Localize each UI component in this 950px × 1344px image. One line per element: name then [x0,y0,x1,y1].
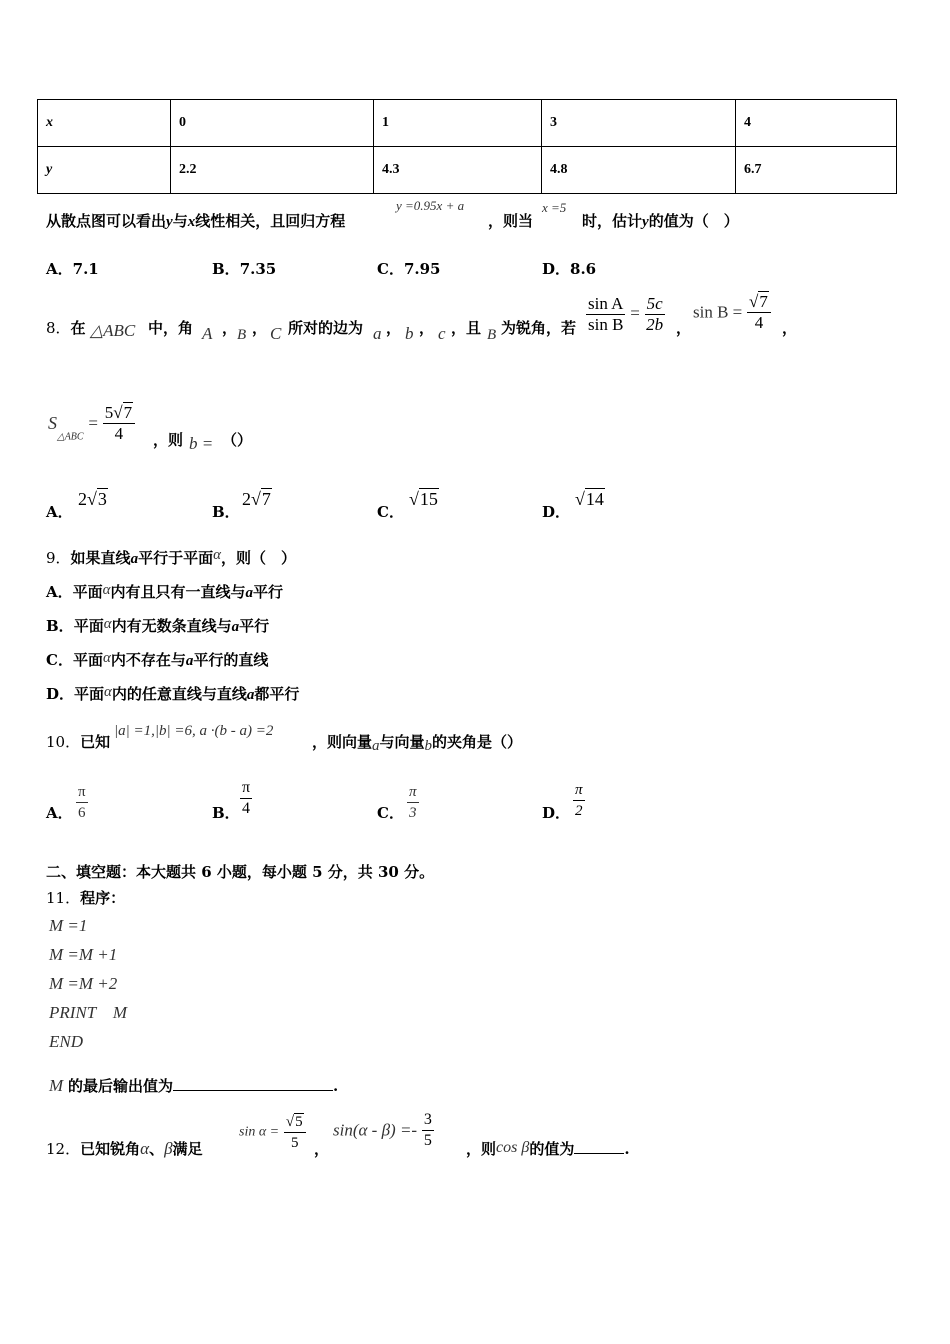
q12-text: 已知锐角 [80,1140,141,1158]
option-alpha: α [104,684,112,700]
option-value: 8.6 [570,260,597,278]
q10-option-b-label[interactable]: B． [212,804,240,822]
option-value: 7.95 [403,260,441,278]
denominator: 4 [242,800,251,817]
option-label: A． [46,260,73,278]
q10-option-c-value [407,782,419,823]
q11-text: . [332,1077,339,1095]
q8-triangle: △ABC [90,321,136,340]
area-symbol: S [48,413,57,433]
denominator: 4 [114,424,124,443]
radicand: 7 [759,292,768,311]
q12-alpha: α [140,1139,150,1158]
q12-text: ，则 [466,1140,497,1158]
program-line: M =1 [49,916,88,935]
q10-option-d-label[interactable]: D． [542,804,571,822]
equals: = [88,413,98,433]
question-number: 8． [46,319,71,337]
q11-stem [46,887,125,908]
q8-option-c-value: √15 [409,489,438,509]
q8-comma: ， [222,319,238,337]
q8-text: ，则 [153,431,184,449]
option-text: 平行的直线 [193,651,269,669]
section-heading: 二、填空题：本大题共 6 小题，每小题 5 分，共 30 分。 [46,863,435,881]
q9-alpha: α [213,547,221,563]
table-cell: y [38,147,171,194]
q8-stem [46,317,86,338]
sinB-label: sin B = [693,302,743,322]
q12-text: 、 [149,1140,165,1158]
q10-text: 已知 [80,733,111,751]
q8-text: （） [222,431,253,449]
numerator: π [407,782,419,803]
q12-stem [46,1138,203,1159]
q10-text: 的夹角是（） [432,733,523,751]
option-text: 平面 [74,685,105,703]
table-row [38,100,897,147]
table-cell: 6.7 [736,147,897,194]
numerator: π [240,778,252,799]
q8-comma: ， [676,319,692,337]
numerator: 5c [646,294,663,313]
option-label: B． [212,260,240,278]
denominator: 2 [575,803,583,819]
q10-var: b [424,738,433,754]
answer-blank[interactable] [173,1090,333,1091]
q7-option-c[interactable] [377,258,441,279]
answer-blank[interactable] [574,1153,624,1154]
q8-comma: ， [419,319,435,337]
option-text: 平面 [73,617,104,635]
q8-comma: ， [782,319,798,337]
program-line: M =M +2 [49,974,118,993]
q9-option-d[interactable] [46,683,299,704]
q7-var: y [642,214,649,230]
q8-comma: ， [252,319,268,337]
option-var: a [185,653,194,669]
denominator: 2b [646,315,664,334]
radicand: 3 [97,489,107,509]
area-subscript: △ABC [57,431,84,443]
q8-angle-A: A [202,324,213,343]
radicand: 5 [295,1114,303,1130]
q7-text: 与 [172,212,188,230]
fraction [586,294,625,335]
option-var: a [246,687,255,703]
fraction [573,780,585,821]
coefficient: 2 [242,489,251,509]
q8-text: ，且 [451,319,482,337]
q9-text: ，则（ ） [220,549,296,567]
q8-text: 为锐角，若 [501,319,577,337]
option-text: 内有无数条直线与 [111,617,232,635]
numerator: sin A [588,294,624,313]
table-cell: 2.2 [171,147,374,194]
q10-text: 与向量 [379,733,425,751]
numerator: 3 [422,1110,434,1131]
q9-option-b[interactable] [46,615,269,636]
q8-side-c: c [438,324,446,343]
option-alpha: α [103,616,112,632]
numerator: 5√7 [103,403,135,424]
q9-text: 如果直线 [70,549,131,567]
q8-option-d-value: √14 [575,489,604,509]
q10-expression: |a| =1,|b| =6, a ·(b - a) =2 [114,723,274,739]
q8-option-a-label[interactable]: A． [46,503,73,521]
numerator: π [573,780,585,801]
q8-text: 所对的边为 [288,319,364,337]
option-label: B． [46,617,74,635]
denominator: 5 [423,1132,432,1149]
denominator: 6 [78,805,86,821]
q10-option-a-value [76,782,88,823]
q7-text: 时，估计 [582,212,643,230]
option-label: A． [46,583,73,601]
coefficient: 5 [104,403,114,422]
q9-stem [46,547,296,568]
q10-stem [46,731,110,752]
q7-option-b[interactable] [212,258,276,279]
q9-text: 平行于平面 [138,549,214,567]
option-alpha: α [102,582,111,598]
q8-option-b-value: 2√7 [242,489,271,509]
fraction [422,1110,434,1151]
table-cell: 1 [374,100,542,147]
question-number: 10． [46,733,81,751]
program-line: M =M +1 [49,945,118,964]
q8-text: 中，角 [148,319,194,337]
q8-option-c-label[interactable]: C． [377,503,404,521]
q8-option-b-label[interactable]: B． [212,503,240,521]
option-text: 平行 [253,583,284,601]
radicand: 7 [261,489,271,509]
option-text: 内的任意直线与直线 [111,685,247,703]
q8-angle-B: B [237,327,247,343]
q12-text: ， [314,1140,330,1158]
q8-comma: ， [386,319,402,337]
q7-stem [46,210,345,231]
question-number: 12． [46,1140,81,1158]
q7-var: x [187,214,196,230]
q12-text: 的值为 [529,1140,575,1158]
q12-text-end [466,1138,630,1159]
fraction [76,782,88,823]
program-line: END [49,1032,83,1051]
q9-var: a [130,551,139,567]
q8-sinB [693,292,771,333]
q12-sin-alpha [239,1112,306,1153]
fraction [645,294,665,335]
q7-text: ，则当 [488,212,534,230]
table-cell: x [38,100,171,147]
fraction [284,1112,306,1153]
option-text: 都平行 [254,685,300,703]
program-line: PRINT M [49,1003,128,1022]
denominator: 5 [291,1135,299,1151]
option-var: a [245,585,254,601]
q12-beta: β [164,1139,173,1158]
data-table [37,99,897,194]
q8-angle-C: C [270,324,282,343]
q8-option-d-label[interactable]: D． [542,503,571,521]
q12-cos-beta: cos β [496,1139,530,1156]
q10-text: ，则向量 [312,733,373,751]
option-text: 内有且只有一直线与 [110,583,246,601]
q7-var: y [166,214,173,230]
q9-option-c[interactable] [46,649,268,670]
q7-equation: y =0.95x + a [396,198,465,213]
q11-title: 程序： [80,889,126,907]
table-cell: 4.3 [374,147,542,194]
q10-var: a [372,738,380,754]
q8-side-a: a [373,324,382,343]
q12-text: . [624,1140,630,1158]
q10-option-a-label[interactable]: A． [46,804,73,822]
q8-b-eq: b = [189,434,214,453]
option-value: 7.1 [72,260,99,278]
q7-option-d[interactable] [542,258,596,279]
table-cell: 3 [542,100,736,147]
q10-option-b-value [240,778,252,819]
option-text: 平行 [239,617,270,635]
denominator: sin B [588,315,624,334]
q7-condition: x =5 [542,200,567,215]
radicand: 14 [585,489,604,509]
q7-text: 的值为（ ） [648,212,739,230]
question-number: 9． [46,549,71,567]
q7-option-a[interactable] [46,258,99,279]
option-value: 7.35 [239,260,277,278]
option-text: 平面 [72,651,103,669]
q9-option-a[interactable] [46,581,283,602]
denominator: 3 [409,805,417,821]
q7-stem-end [582,210,739,231]
option-text: 内不存在与 [110,651,186,669]
option-label: C． [377,260,404,278]
numerator: √5 [284,1112,306,1133]
q12-text: 满足 [172,1140,203,1158]
q11-var: M [49,1076,64,1095]
fraction [103,403,135,444]
numerator: π [76,782,88,803]
table-cell: 4 [736,100,897,147]
coefficient: 2 [78,489,87,509]
sin-diff-label: sin(α - β) =- [333,1120,418,1140]
option-label: D． [46,685,75,703]
numerator: √7 [747,292,771,313]
option-label: C． [46,651,73,669]
option-text: 平面 [72,583,103,601]
radicand: 7 [123,403,133,422]
fraction [407,782,419,823]
q8-side-b: b [405,324,414,343]
table-cell: 0 [171,100,374,147]
q10-option-d-value [573,780,585,821]
q10-option-c-label[interactable]: C． [377,804,404,822]
table-row [38,147,897,194]
radicand: 15 [419,489,438,509]
q8-option-a-value: 2√3 [78,489,107,509]
q8-angle-B2: B [487,327,497,343]
option-label: D． [542,260,571,278]
q8-ratio: $\frac{\text{sin A}}{\text{sin B}}$ = $\frac{5c}{2b}$ [588,294,664,334]
option-var: a [231,619,240,635]
q7-text: 从散点图可以看出 [46,212,167,230]
q10-text-2 [312,731,522,755]
option-alpha: α [102,650,111,666]
q7-text: 线性相关，且回归方程 [195,212,346,230]
q12-sin-diff [333,1110,434,1151]
denominator: 4 [754,313,764,332]
table-cell: 4.8 [542,147,736,194]
q11-answer [49,1075,338,1096]
q8-text: 在 [70,319,86,337]
q11-text: 的最后输出值为 [67,1077,173,1095]
fraction [240,778,252,819]
question-number: 11． [46,889,81,907]
sin-alpha-label: sin α = [239,1124,280,1140]
fraction [747,292,771,333]
q8-area [48,403,135,444]
